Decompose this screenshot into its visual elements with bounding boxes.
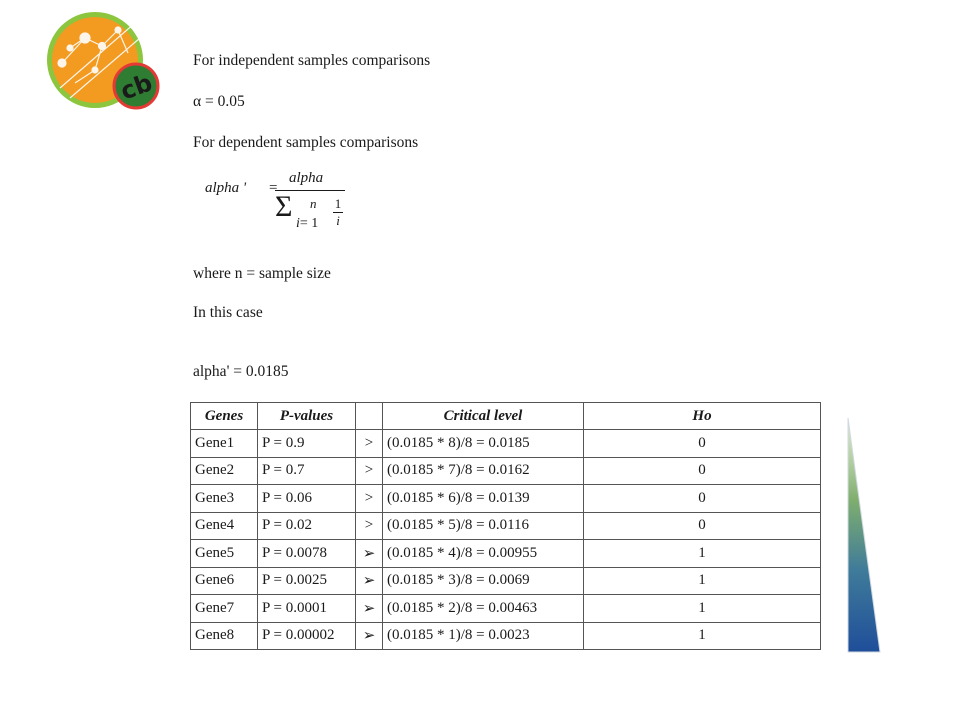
table-row xyxy=(191,485,821,513)
comparison-cell: > xyxy=(356,485,383,513)
table-row xyxy=(191,457,821,485)
p-value-cell: P = 0.0025 xyxy=(258,567,356,595)
reciprocal-fraction: 1 i xyxy=(334,196,342,228)
table-row xyxy=(191,567,821,595)
ho-cell: 0 xyxy=(584,512,821,540)
ho-cell: 0 xyxy=(584,457,821,485)
critical-level-cell: (0.0185 * 7)/8 = 0.0162 xyxy=(383,457,584,485)
header-critical-level: Critical level xyxy=(383,403,584,430)
critical-level-cell: (0.0185 * 4)/8 = 0.00955 xyxy=(383,540,584,568)
header-p-values: P-values xyxy=(258,403,356,430)
header-ho: Ho xyxy=(584,403,821,430)
table-row xyxy=(191,430,821,458)
alpha-prime-formula xyxy=(205,168,365,238)
comparison-cell: > xyxy=(356,430,383,458)
where-text: where n = sample size xyxy=(193,265,331,282)
sigma-symbol: Σ xyxy=(275,190,293,223)
p-value-cell: P = 0.00002 xyxy=(258,622,356,650)
header-comparison xyxy=(356,403,383,430)
p-value-cell: P = 0.7 xyxy=(258,457,356,485)
p-value-cell: P = 0.02 xyxy=(258,512,356,540)
ho-cell: 1 xyxy=(584,622,821,650)
ho-cell: 1 xyxy=(584,595,821,623)
table-row xyxy=(191,540,821,568)
independent-samples-text: For independent samples comparisons xyxy=(193,52,431,69)
critical-level-cell: (0.0185 * 3)/8 = 0.0069 xyxy=(383,567,584,595)
sum-upper-limit: n xyxy=(310,196,317,211)
formula-lhs: alpha ' xyxy=(205,180,247,196)
comparison-cell: ➢ xyxy=(356,595,383,623)
critical-level-cell: (0.0185 * 5)/8 = 0.0116 xyxy=(383,512,584,540)
gene-cell: Gene5 xyxy=(191,540,258,568)
table-row xyxy=(191,595,821,623)
critical-level-cell: (0.0185 * 2)/8 = 0.00463 xyxy=(383,595,584,623)
gene-cell: Gene4 xyxy=(191,512,258,540)
ho-cell: 0 xyxy=(584,485,821,513)
header-genes: Genes xyxy=(191,403,258,430)
p-value-cell: P = 0.0001 xyxy=(258,595,356,623)
logo-text: cb xyxy=(116,68,156,106)
comparison-cell: ➢ xyxy=(356,622,383,650)
ho-cell: 0 xyxy=(584,430,821,458)
gene-cell: Gene6 xyxy=(191,567,258,595)
alpha-value-text: α = 0.05 xyxy=(193,93,245,110)
ho-cell: 1 xyxy=(584,540,821,568)
dependent-samples-text: For dependent samples comparisons xyxy=(193,134,419,151)
comparison-cell: ➢ xyxy=(356,567,383,595)
gene-cell: Gene7 xyxy=(191,595,258,623)
table-header-row xyxy=(191,403,821,430)
p-value-cell: P = 0.9 xyxy=(258,430,356,458)
table-row xyxy=(191,622,821,650)
critical-level-cell: (0.0185 * 1)/8 = 0.0023 xyxy=(383,622,584,650)
p-value-cell: P = 0.06 xyxy=(258,485,356,513)
critical-level-cell: (0.0185 * 8)/8 = 0.0185 xyxy=(383,430,584,458)
logo xyxy=(40,8,170,118)
formula-equals: = xyxy=(269,180,278,196)
sum-lower-limit: i= 1 xyxy=(296,216,319,231)
alpha-prime-value-text: alpha' = 0.0185 xyxy=(193,363,289,380)
gene-cell: Gene3 xyxy=(191,485,258,513)
comparison-cell: > xyxy=(356,512,383,540)
comparison-cell: ➢ xyxy=(356,540,383,568)
gene-cell: Gene1 xyxy=(191,430,258,458)
case-text: In this case xyxy=(193,304,263,321)
comparison-cell: > xyxy=(356,457,383,485)
gene-cell: Gene8 xyxy=(191,622,258,650)
gene-cell: Gene2 xyxy=(191,457,258,485)
gradient-wedge xyxy=(840,410,885,660)
table-row xyxy=(191,512,821,540)
critical-level-cell: (0.0185 * 6)/8 = 0.0139 xyxy=(383,485,584,513)
ho-cell: 1 xyxy=(584,567,821,595)
p-value-cell: P = 0.0078 xyxy=(258,540,356,568)
genes-table xyxy=(190,402,821,650)
formula-numerator: alpha xyxy=(289,170,324,186)
